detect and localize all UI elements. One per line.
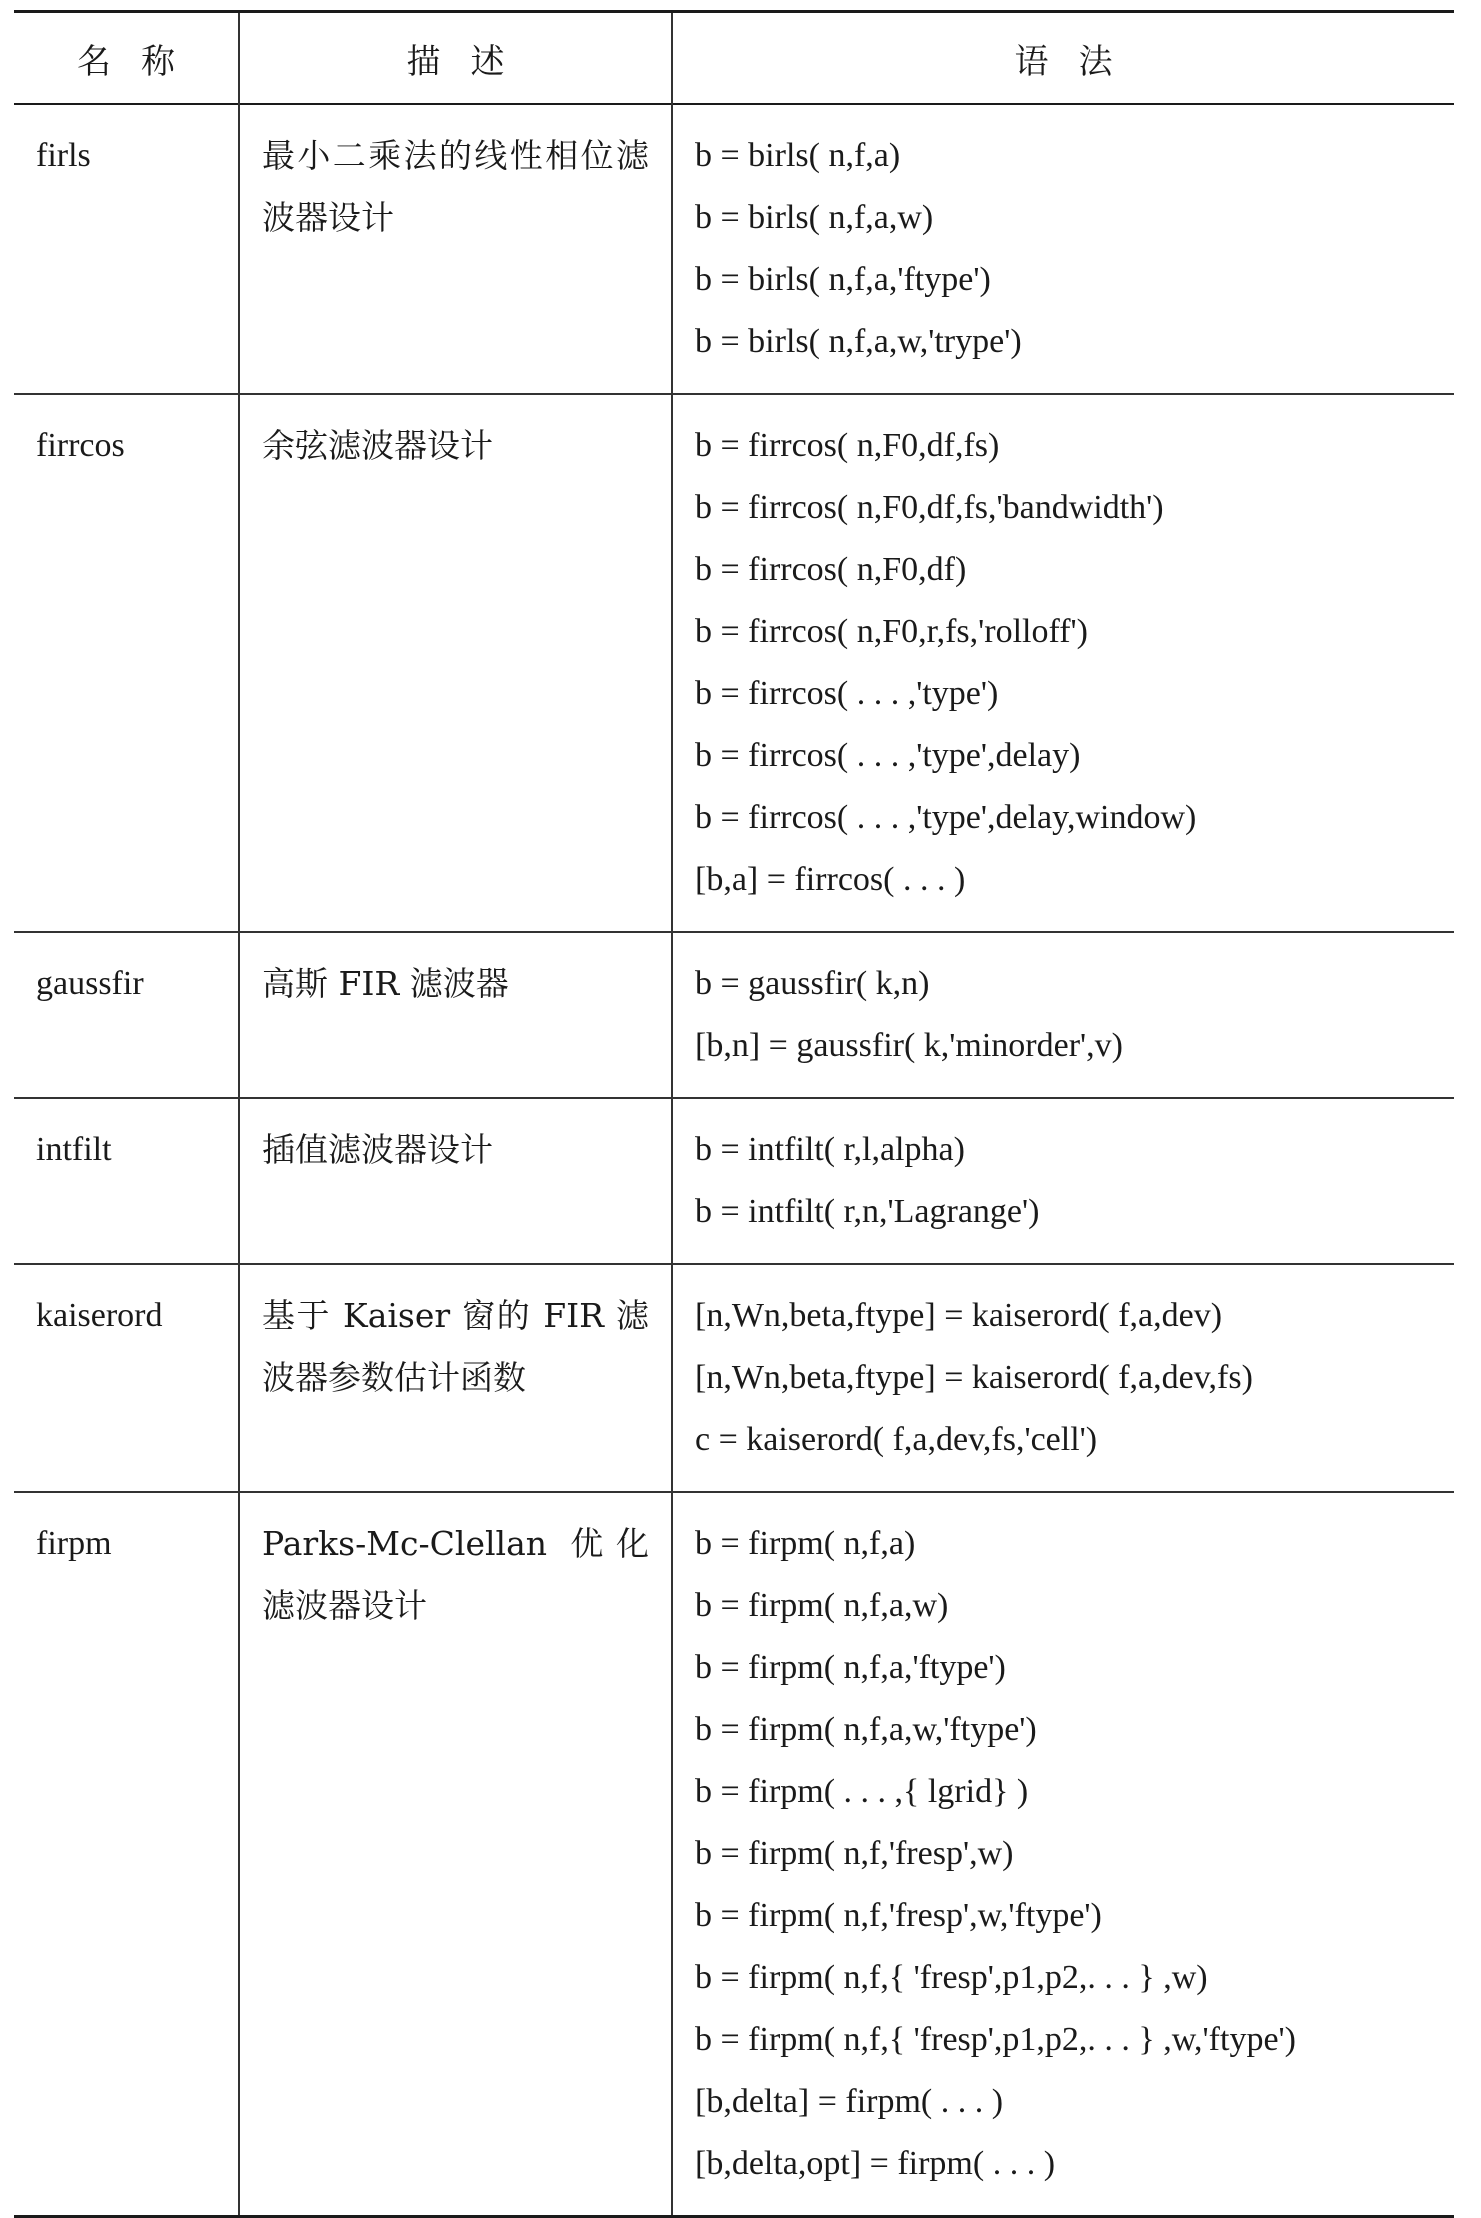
function-syntax <box>672 1492 1454 2217</box>
syntax-line: b = intfilt( r,l,alpha) <box>695 1131 965 1168</box>
syntax-line: b = firrcos( . . . ,'type') <box>695 675 999 712</box>
function-description: Parks-Mc-Clellan 优化滤波器设计 <box>239 1492 672 2217</box>
header-name: 名称 <box>77 41 205 82</box>
syntax-line: b = firrcos( n,F0,df,fs) <box>695 427 1000 464</box>
syntax-line: b = firrcos( . . . ,'type',delay) <box>695 737 1081 774</box>
syntax-line: [n,Wn,beta,ftype] = kaiserord( f,a,dev,fs) <box>695 1359 1253 1396</box>
syntax-line: b = birls( n,f,a) <box>695 137 901 174</box>
function-syntax <box>672 104 1454 394</box>
function-description: 基于 Kaiser 窗的 FIR 滤波器参数估计函数 <box>239 1264 672 1492</box>
syntax-line: b = firpm( n,f,{ 'fresp',p1,p2,. . . } ,w) <box>695 1959 1208 1996</box>
header-syntax: 语法 <box>672 12 1454 105</box>
syntax-line: b = birls( n,f,a,w) <box>695 199 934 236</box>
syntax-line: b = birls( n,f,a,w,'trype') <box>695 323 1022 360</box>
syntax-line: b = firpm( n,f,a,w) <box>695 1587 949 1624</box>
syntax-line: b = intfilt( r,n,'Lagrange') <box>695 1193 1040 1230</box>
header-row <box>14 12 1454 105</box>
syntax-line: [b,delta] = firpm( . . . ) <box>695 2083 1004 2120</box>
table-row <box>14 1492 1454 2217</box>
table-body <box>14 104 1454 2217</box>
table-row <box>14 1264 1454 1492</box>
table-row <box>14 104 1454 394</box>
syntax-line: [n,Wn,beta,ftype] = kaiserord( f,a,dev) <box>695 1297 1223 1334</box>
table-row <box>14 394 1454 932</box>
syntax-line: b = firpm( n,f,{ 'fresp',p1,p2,. . . } ,w,'ftype') <box>695 2021 1296 2058</box>
syntax-line: [b,n] = gaussfir( k,'minorder',v) <box>695 1027 1123 1064</box>
syntax-line: b = firpm( n,f,a,'ftype') <box>695 1649 1006 1686</box>
syntax-line: b = gaussfir( k,n) <box>695 965 930 1002</box>
function-syntax <box>672 1264 1454 1492</box>
table-header <box>14 12 1454 105</box>
syntax-line: c = kaiserord( f,a,dev,fs,'cell') <box>695 1421 1098 1458</box>
function-name: kaiserord <box>36 1297 163 1334</box>
function-name: firpm <box>36 1525 112 1562</box>
syntax-line: b = firrcos( . . . ,'type',delay,window) <box>695 799 1197 836</box>
function-description: 插值滤波器设计 <box>239 1098 672 1264</box>
syntax-line: b = firrcos( n,F0,df) <box>695 551 967 588</box>
syntax-line: b = firpm( n,f,a) <box>695 1525 916 1562</box>
fir-function-table <box>14 10 1454 2218</box>
function-description: 最小二乘法的线性相位滤波器设计 <box>239 104 672 394</box>
function-name: gaussfir <box>36 965 144 1002</box>
function-table-container <box>14 10 1454 2218</box>
function-name: intfilt <box>36 1131 112 1168</box>
syntax-line: b = firpm( n,f,a,w,'ftype') <box>695 1711 1037 1748</box>
function-description: 余弦滤波器设计 <box>239 394 672 932</box>
table-row <box>14 932 1454 1098</box>
syntax-line: b = firpm( n,f,'fresp',w) <box>695 1835 1014 1872</box>
function-name: firrcos <box>36 427 125 464</box>
header-description: 描述 <box>239 12 672 105</box>
syntax-line: b = firpm( . . . ,{ lgrid} ) <box>695 1773 1029 1810</box>
table-row <box>14 1098 1454 1264</box>
syntax-line: b = birls( n,f,a,'ftype') <box>695 261 991 298</box>
syntax-line: b = firrcos( n,F0,df,fs,'bandwidth') <box>695 489 1164 526</box>
syntax-line: b = firrcos( n,F0,r,fs,'rolloff') <box>695 613 1088 650</box>
syntax-line: b = firpm( n,f,'fresp',w,'ftype') <box>695 1897 1102 1934</box>
function-syntax <box>672 394 1454 932</box>
function-name: firls <box>36 137 91 174</box>
function-description: 高斯 FIR 滤波器 <box>239 932 672 1098</box>
function-syntax <box>672 1098 1454 1264</box>
syntax-line: [b,delta,opt] = firpm( . . . ) <box>695 2145 1056 2182</box>
function-syntax <box>672 932 1454 1098</box>
syntax-line: [b,a] = firrcos( . . . ) <box>695 861 966 898</box>
